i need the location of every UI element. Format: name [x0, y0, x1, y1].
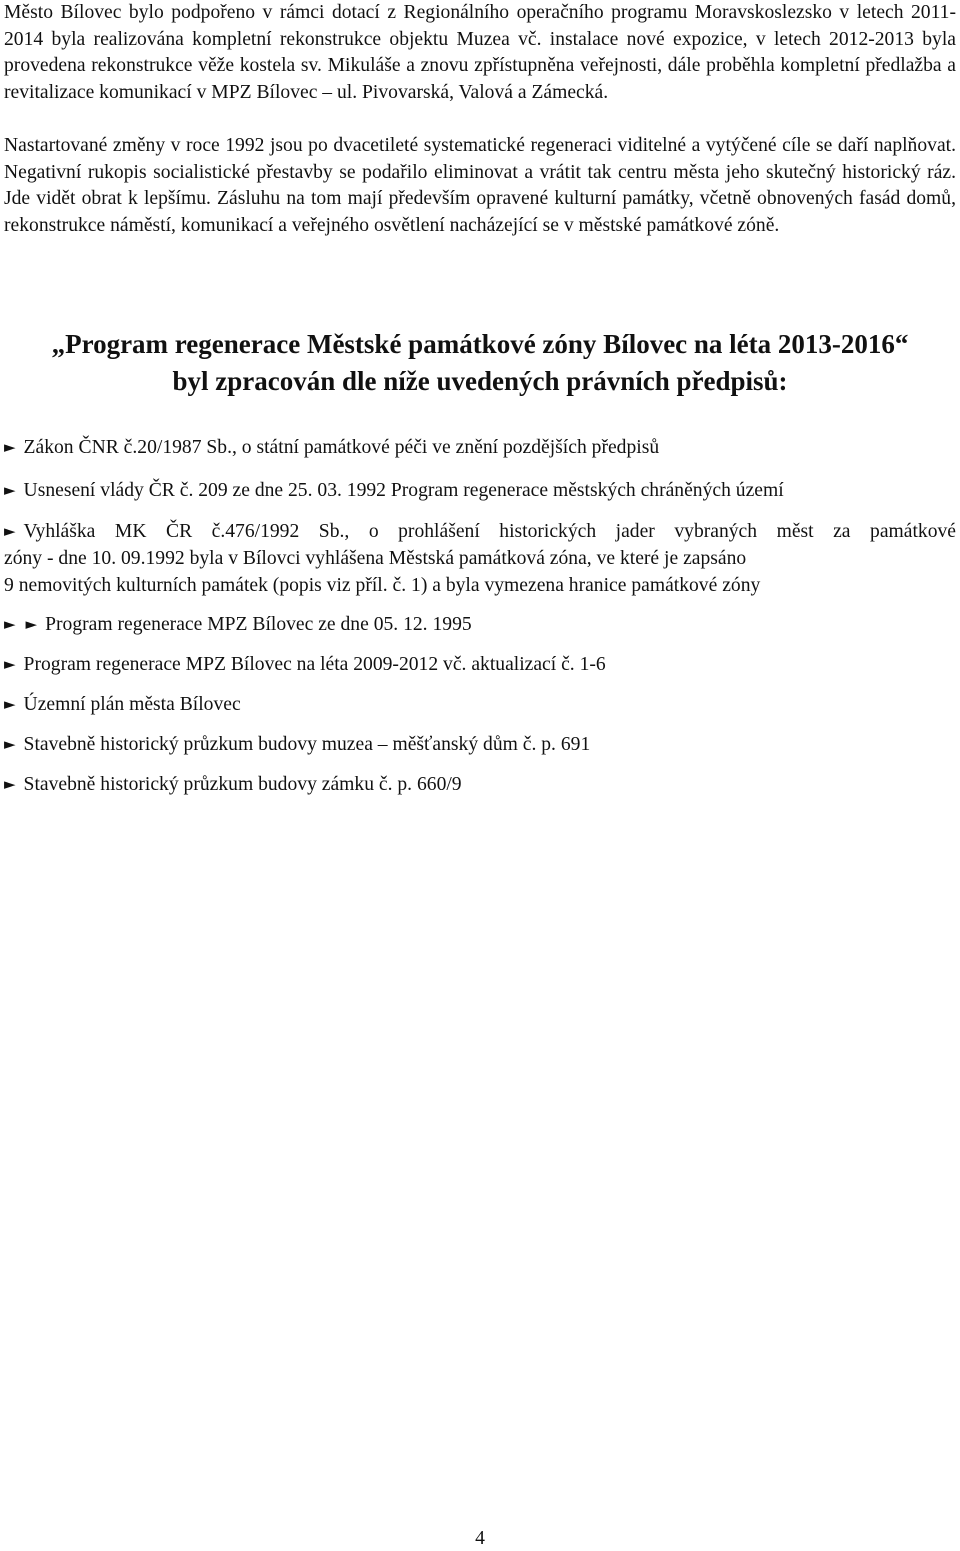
program-heading-line-1: „Program regenerace Městské památkové zóny Bílovec na léta 2013-2016“ [51, 329, 909, 359]
list-item [4, 651, 956, 678]
intro-paragraph: Město Bílovec bylo podpořeno v rámci dotací z Regionálního operačního programu Moravskoslezsko v letech 2011-2014 byla realizována kompletní rekonstrukce objektu Muzea vč. instalace nové expozice, v letech 2012-2013 byla provedena rekonstrukce věže kostela sv. Mikuláše a znovu zpřístupněna veřejnosti, dále proběhla kompletní předlažba a revitalizace komunikací v MPZ Bílovec – ul. Pivovarská, Valová a Zámecká. [4, 2, 956, 103]
bullet-arrow-icon: ► [4, 655, 16, 673]
bullet-arrow-icon: ► [25, 615, 38, 633]
bullet-arrow-icon: ► [4, 775, 16, 793]
reference-line: 9 nemovitých kulturních památek (popis viz příl. č. 1) a byla vymezena hranice památkové zóny [4, 575, 761, 596]
reference-text: Program regenerace MPZ Bílovec ze dne 05. 12. 1995 [45, 614, 472, 635]
program-heading [0, 326, 960, 400]
page-number: 4 [475, 1528, 485, 1549]
reference-text: Územní plán města Bílovec [23, 694, 241, 715]
reference-text: Zákon ČNR č.20/1987 Sb., o státní památkové péči ve znění pozdějších předpisů [23, 437, 660, 458]
list-item [4, 771, 956, 798]
reference-text: Program regenerace MPZ Bílovec na léta 2009-2012 vč. aktualizací č. 1-6 [23, 654, 606, 675]
bullet-arrow-icon: ► [4, 438, 16, 456]
bullet-arrow-icon: ► [4, 695, 16, 713]
list-item [4, 477, 956, 504]
reference-text: Stavebně historický průzkum budovy muzea – měšťanský dům č. p. 691 [23, 734, 591, 755]
reference-line: zóny - dne 10. 09.1992 byla v Bílovci vyhlášena Městská památková zóna, ve které je zapsáno [4, 548, 747, 569]
reference-text: Usnesení vlády ČR č. 209 ze dne 25. 03. 1992 Program regenerace městských chráněných území [23, 480, 784, 501]
bullet-arrow-icon: ► [4, 735, 16, 753]
list-item [4, 611, 956, 638]
reference-line [4, 518, 956, 545]
list-item [4, 518, 956, 599]
list-item [4, 691, 956, 718]
bullet-arrow-icon: ► [4, 481, 16, 499]
program-heading-line-2: byl zpracován dle níže uvedených právních předpisů: [172, 366, 788, 396]
list-item [4, 434, 956, 461]
reference-text: Stavebně historický průzkum budovy zámku č. p. 660/9 [23, 774, 462, 795]
bullet-arrow-icon: ► [4, 615, 16, 633]
regeneration-paragraph: Nastartované změny v roce 1992 jsou po dvacetileté systematické regeneraci viditelné a vytýčené cíle se daří naplňovat. Negativní rukopis socialistické přestavby se podařilo eliminovat a vrátit tak centru města jeho skutečný historický ráz. Jde vidět obrat k lepšímu. Zásluhu na tom mají především opravené kulturní památky, včetně obnovených fasád domů, rekonstrukce náměstí, komunikací a veřejného osvětlení nacházející se v městské památkové zóně. [4, 135, 956, 236]
bullet-arrow-icon: ► [4, 522, 16, 540]
list-item [4, 731, 956, 758]
reference-text: Vyhláška MK ČR č.476/1992 Sb., o prohlášení historických jader vybraných měst za památkové [23, 521, 956, 542]
